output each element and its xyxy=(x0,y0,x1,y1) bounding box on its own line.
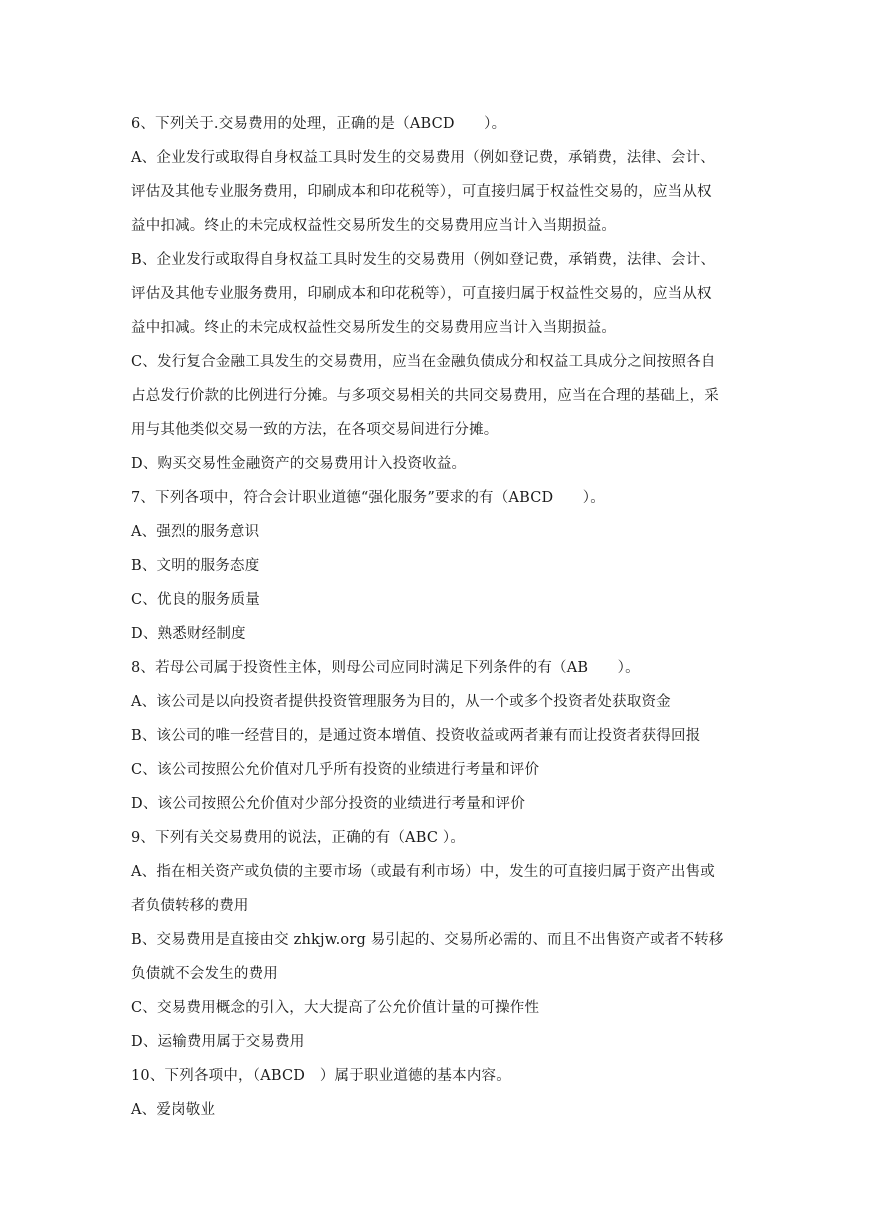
option-line: 评估及其他专业服务费用，印刷成本和印花税等），可直接归属于权益性交易的，应当从权 xyxy=(131,184,712,200)
option-line: A、企业发行或取得自身权益工具时发生的交易费用（例如登记费，承销费，法律、会计、 xyxy=(131,150,715,166)
option-line: D、购买交易性金融资产的交易费用计入投资收益。 xyxy=(131,456,467,472)
document-page xyxy=(131,107,743,1127)
option-line: 占总发行价款的比例进行分摊。与多项交易相关的共同交易费用，应当在合理的基础上，采 xyxy=(131,388,719,404)
question-6-stem: 6、下列关于.交易费用的处理，正确的是（ABCD ）。 xyxy=(131,116,507,132)
question-10-stem: 10、下列各项中，（ABCD ）属于职业道德的基本内容。 xyxy=(131,1068,511,1084)
question-6-option-a xyxy=(131,141,743,243)
question-7-option-d: D、熟悉财经制度 xyxy=(131,626,246,642)
question-7-option-b: B、文明的服务态度 xyxy=(131,558,260,574)
question-6-option-d xyxy=(131,447,743,481)
question-9-option-b xyxy=(131,923,743,991)
option-line: 者负债转移的费用 xyxy=(131,898,249,914)
question-7-stem: 7、下列各项中，符合会计职业道德“强化服务”要求的有（ABCD ）。 xyxy=(131,490,605,506)
question-6-option-c xyxy=(131,345,743,447)
option-line: C、发行复合金融工具发生的交易费用，应当在金融负债成分和权益工具成分之间按照各自 xyxy=(131,354,716,370)
option-line: 评估及其他专业服务费用，印刷成本和印花税等），可直接归属于权益性交易的，应当从权 xyxy=(131,286,712,302)
question-8-option-d: D、该公司按照公允价值对少部分投资的业绩进行考量和评价 xyxy=(131,796,526,812)
question-8-option-a: A、该公司是以向投资者提供投资管理服务为目的，从一个或多个投资者处获取资金 xyxy=(131,694,671,710)
option-line: B、企业发行或取得自身权益工具时发生的交易费用（例如登记费，承销费，法律、会计、 xyxy=(131,252,716,268)
question-7-option-a: A、强烈的服务意识 xyxy=(131,524,260,540)
option-line: 负债就不会发生的费用 xyxy=(131,966,278,982)
question-9-option-c: C、交易费用概念的引入，大大提高了公允价值计量的可操作性 xyxy=(131,1000,540,1016)
option-line: 用与其他类似交易一致的方法，在各项交易间进行分摊。 xyxy=(131,422,499,438)
question-7-option-c: C、优良的服务质量 xyxy=(131,592,260,608)
option-line: 益中扣减。终止的未完成权益性交易所发生的交易费用应当计入当期损益。 xyxy=(131,320,617,336)
question-6-option-b xyxy=(131,243,743,345)
option-line: B、交易费用是直接由交 zhkjw.org 易引起的、交易所必需的、而且不出售资产或者不转移 xyxy=(131,932,724,948)
question-9-option-d: D、运输费用属于交易费用 xyxy=(131,1034,305,1050)
question-8-option-b: B、该公司的唯一经营目的，是通过资本增值、投资收益或两者兼有而让投资者获得回报 xyxy=(131,728,701,744)
question-8-stem: 8、若母公司属于投资性主体，则母公司应同时满足下列条件的有（AB ）。 xyxy=(131,660,640,676)
option-line: 益中扣减。终止的未完成权益性交易所发生的交易费用应当计入当期损益。 xyxy=(131,218,617,234)
question-8-option-c: C、该公司按照公允价值对几乎所有投资的业绩进行考量和评价 xyxy=(131,762,540,778)
question-9-stem: 9、下列有关交易费用的说法，正确的有（ABC ）。 xyxy=(131,830,466,846)
option-line: A、指在相关资产或负债的主要市场（或最有利市场）中，发生的可直接归属于资产出售或 xyxy=(131,864,715,880)
question-9-option-a xyxy=(131,855,743,923)
question-10-option-a: A、爱岗敬业 xyxy=(131,1102,216,1118)
